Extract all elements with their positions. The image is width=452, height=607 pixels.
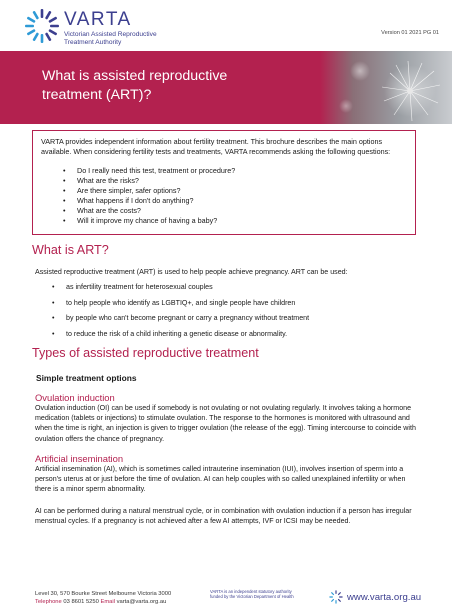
list-item: • What are the risks? [63,176,407,186]
phone-label: Telephone [35,599,62,605]
body-text: Ovulation induction (OI) can be used if somebody is not ovulating or not ovulating regularly. It involves taking a hormone medication (tablets or injections) to stimulate ovulation. The response to the hormones is monitored with ultrasound and when the time is right, an injection is given to trigger ovulation (the release of the egg). Timing intercourse to coincide with ovulation offers the chance of pregnancy. [35,404,416,443]
list-item: • to reduce the risk of a child inheriting a genetic disease or abnormality. [52,329,309,339]
website-link[interactable]: www.varta.org.au [347,592,422,603]
list-item: • Will it improve my chance of having a baby? [63,216,407,226]
list-item: • to help people who identify as LGBTIQ+, and single people have children [52,298,309,308]
list-item: • What happens if I don't do anything? [63,196,407,206]
brand-name: VARTA [64,9,132,30]
footer-note: VARTA is an independent statutory authority funded by the Victorian Department of Health [210,589,294,599]
footer-address: Level 30, 570 Bourke Street Melbourne Victoria 3000 [35,591,172,597]
list-item: • as infertility treatment for heterosexual couples [52,282,309,292]
intro-text: VARTA provides independent information about fertility treatment. This brochure describes the main options available. When considering fertility tests and treatments, VARTA recommends asking the following questions: [41,137,391,156]
phone-number: 03 8601 5250 [63,599,99,605]
subsection-heading: Simple treatment options [36,373,137,383]
page-title-line: What is assisted reproductive [42,68,228,84]
page-title-line: treatment (ART)? [42,87,152,103]
version-label: Version 01 2021 PG 01 [381,30,439,36]
body-text: AI can be performed during a natural menstrual cycle, or in combination with ovulation induction if a person has irregular menstrual cycles. If a pregnancy is not achieved after a few AI attempts, IVF or ICSI may be needed. [35,507,412,526]
footer-contact-line [35,598,171,606]
brand-subtitle-line: Treatment Authority [64,38,122,46]
dandelion-photo-icon [320,51,452,124]
question-list [63,166,407,226]
subsection-heading: Artificial insemination [35,453,124,464]
body-text: Assisted reproductive treatment (ART) is used to help people achieve pregnancy. ART can be used: [35,268,348,276]
email-link[interactable]: varta@varta.org.au [116,599,167,605]
intro-box [32,130,416,235]
uses-list [52,282,309,345]
footer-contact [35,590,171,606]
body-text: Artificial insemination (AI), which is sometimes called intrauterine insemination (IUI), involves insertion of sperm into a person's uterus at or just before the time of ovulation. AI can help couples with so called unexplained infertility or when there is a minor sperm abnormality. [35,465,406,494]
subsection-heading: Ovulation induction [35,392,115,403]
list-item: • by people who can't become pregnant or carry a pregnancy without treatment [52,313,309,323]
brand-subtitle [64,31,184,46]
list-item: • What are the costs? [63,206,407,216]
list-item: • Do I really need this test, treatment or procedure? [63,166,407,176]
title-banner [0,51,452,124]
brand-subtitle-line: Victorian Assisted Reproductive [64,31,157,38]
page-title [42,67,302,105]
varta-small-logo-icon [329,590,343,604]
email-label: Email [100,599,115,605]
list-item: • Are there simpler, safer options? [63,186,407,196]
section-heading: Types of assisted reproductive treatment [32,346,259,360]
section-heading: What is ART? [32,243,109,257]
varta-logo-icon [24,8,60,44]
page-header [0,0,452,50]
